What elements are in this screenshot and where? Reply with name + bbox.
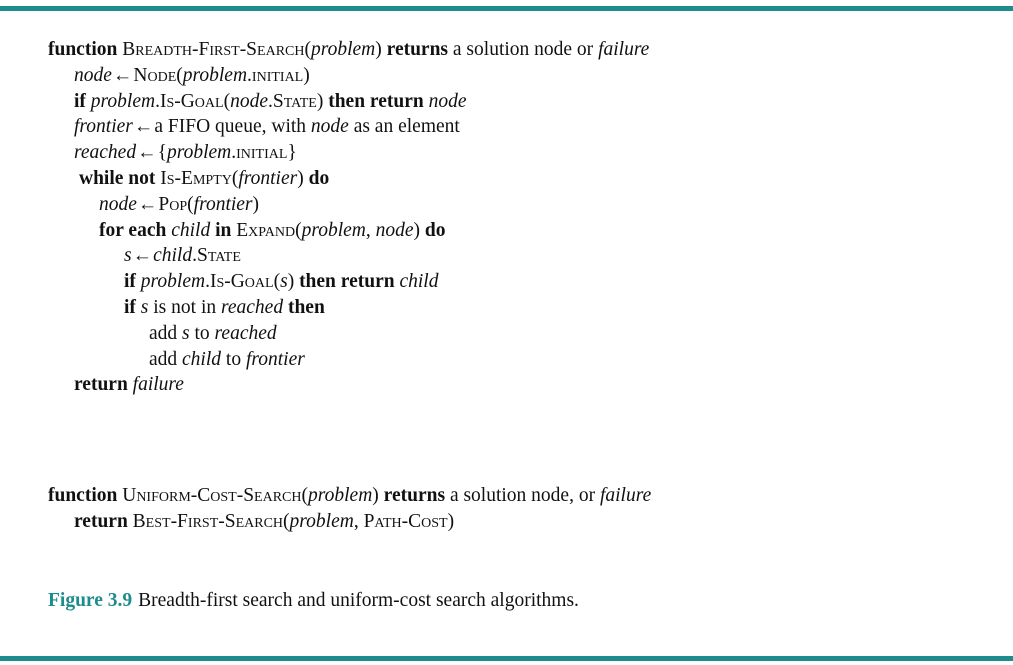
code-line: if problem.Is-Goal(s) then return child (124, 271, 439, 293)
keyword-returns: returns (386, 39, 449, 60)
bfs-signature-line: function Breadth-First-Search(problem) returns a solution node or failure (48, 39, 650, 60)
param-problem: problem (310, 39, 376, 60)
code-line: add child to frontier (149, 348, 305, 370)
top-rule (0, 6, 1013, 11)
code-line: return failure (74, 374, 184, 396)
keyword-function: function (48, 39, 118, 60)
figure-number: Figure 3.9 (48, 590, 133, 611)
ucs-signature-line: function Uniform-Cost-Search(problem) returns a solution node, or failure (48, 485, 652, 506)
ucs-algorithm (48, 483, 651, 535)
code-line: frontier←a FIFO queue, with node as an element (74, 116, 460, 138)
figure-caption (48, 590, 579, 612)
code-line: while not Is-Empty(frontier) do (79, 167, 330, 189)
code-line: node←Pop(frontier) (99, 193, 260, 215)
code-line: return Best-First-Search(problem, Path-Cost) (74, 510, 455, 532)
code-line: reached←{problem.initial} (74, 142, 297, 164)
bfs-function-name: Breadth-First-Search (122, 39, 305, 60)
code-line: node←Node(problem.initial) (74, 64, 310, 86)
code-line: s←child.State (124, 245, 241, 267)
bfs-algorithm (48, 37, 649, 398)
ucs-function-name: Uniform-Cost-Search (122, 485, 302, 506)
code-line: if s is not in reached then (124, 296, 325, 318)
code-line: if problem.Is-Goal(node.State) then return node (74, 90, 467, 112)
caption-text: Breadth-first search and uniform-cost search algorithms. (138, 590, 579, 611)
code-line: for each child in Expand(problem, node) do (99, 219, 446, 241)
bottom-rule (0, 656, 1013, 661)
code-line: add s to reached (149, 322, 277, 344)
